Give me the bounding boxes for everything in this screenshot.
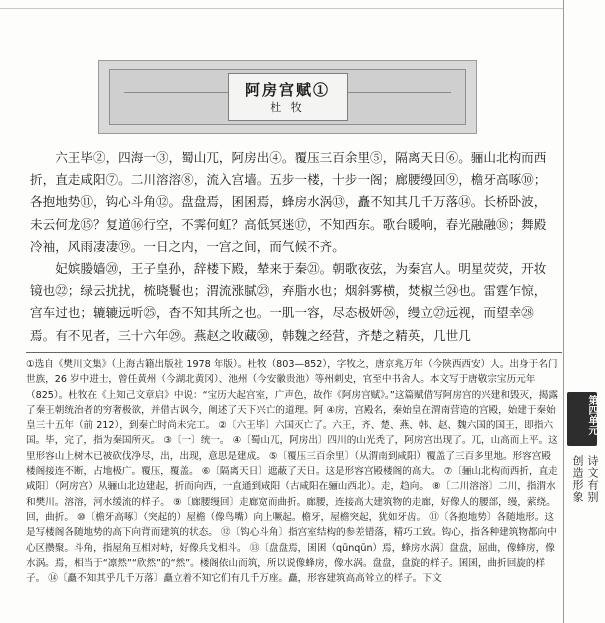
paragraph-1: 六王毕②，四海一③，蜀山兀，阿房出④。覆压三百余里⑤，隔离天日⑥。骊山北构而西折，直走咸阳⑦。二川溶溶⑧，流入宫墙。五步一楼，十步一阁；廊腰缦回⑨，檐牙高啄⑩；各抱地势⑪，钩心斗角⑫。盘盘焉，囷囷焉，蜂房水涡⑬，矗不知其几千万落⑭。长桥卧波，未云何龙⑮？复道⑯行空，不霁何虹？高低冥迷⑰，不知西东。歌台暖响，春光融融⑱；舞殿冷袖，风雨凄凄⑲。一日之内，一宫之间，而气候不齐。: [30, 150, 547, 254]
essay-title: [229, 79, 347, 100]
unit-tab-label: 第四单元: [586, 395, 597, 435]
essay-author: 杜 牧: [270, 101, 305, 114]
paragraph-2: 妃嫔媵嫱⑳，王子皇孙，辞楼下殿，辇来于秦㉑。朝歌夜弦，为秦宫人。明星荧荧，开妆镜也㉒；绿云扰扰，梳晓鬟也；渭流涨腻㉓，弃脂水也；烟斜雾横，焚椒兰㉔也。雷霆乍惊，宫车过也；辘辘远听㉕，杳不知其所之也。一肌一容，尽态极妍㉖，缦立㉗远视，而望幸㉘焉。有不见者，三十六年㉙。燕赵之收藏㉚，韩魏之经营，齐楚之精英，几世几: [30, 261, 547, 343]
footnotes: [26, 357, 560, 586]
title-card: [228, 73, 348, 121]
right-margin-line: [563, 0, 564, 623]
essay-body: [30, 147, 556, 347]
side-column-title-1: 创造形象: [571, 455, 584, 503]
title-banner: [98, 60, 477, 134]
banner-ornament-frame: [109, 69, 466, 125]
unit-tab: [567, 392, 597, 446]
side-column-title-2: 诗文有别: [586, 455, 599, 503]
essay-title-text: 阿房宫赋: [244, 81, 313, 99]
banner-right-ornament: [347, 92, 451, 93]
footnote-divider: [26, 352, 562, 353]
footnote-text: ①选自《樊川文集》（上海古籍出版社 1978 年版）。杜牧（803—852），字牧之，唐京兆万年（今陕西西安）人。出身于名门世族，26 岁中进士，曾任黄州（今湖北黄冈）、池州（今安徽贵池）等州刺史，官至中书舍人。本文写于唐敬宗宝历元年（825）。杜牧在《上知己文章启》中说：“宝历大起宫室，广声色，故作《阿房宫赋》。”这篇赋借写阿房宫的兴建和毁灭，揭露了秦王朝统治者的穷奢极欲，并借古讽今，阐述了天下兴亡的道理。阿 ④房，宫殿名，秦始皇在渭南营造的宫殿，始建于秦始皇三十五年（前 212），到秦亡时尚未完工。 ②〔六王毕〕六国灭亡了。六王，齐、楚、燕、韩、赵、魏六国的国王，即指六国。毕，完了，指为秦国所灭。 ③〔一〕统一。 ④〔蜀山兀，阿房出〕四川的山光秃了，阿房宫出现了。兀，山高而上平。这里形容山上树木已被砍伐净尽，出，出现，意思是建成。 ⑤〔覆压三百余里〕（从渭南到咸阳）覆盖了三百多里地。形容宫殿楼阁接连不断，占地极广。覆压，覆盖。 ⑥〔隔离天日〕遮蔽了天日。这是形容宫殿楼阁的高大。 ⑦〔骊山北构而西折，直走咸阳〕（阿房宫）从骊山北边建起，折而向西，一直通到咸阳（古咸阳在骊山西北）。走，趋向。 ⑧〔二川溶溶〕二川，指渭水和樊川。溶溶，河水缓流的样子。 ⑨〔廊腰缦回〕走廊宽而曲折。廊腰，连接高大建筑物的走廊，好像人的腰部，缦，萦绕。回，曲折。 ⑩〔檐牙高啄〕（突起的）屋檐（像鸟嘴）向上噘起。檐牙，屋檐突起，犹如牙齿。 ⑪〔各抱地势〕各随地形。这是写楼阁各随地势的高下向背而建筑的状态。 ⑫〔钩心斗角〕指宫室结构的参差错落，精巧工致。钩心，指各种建筑物都向中心区攒聚。斗角，指屋角互相对峙，好像兵戈相斗。 ⑬〔盘盘焉，囷囷（qūnqūn）焉，蜂房水涡〕盘盘，屈曲，像蜂房，像水涡。焉，相当于“凛然”“欣然”的“然”。楼阁依山而筑，所以说像蜂房，像水涡。盘盘，盘旋的样子。囷囷，曲折回旋的样子。 ⑭〔矗不知其乎几千万落〕矗立着不知它们有几千万座。矗，形容建筑高高耸立的样子。下文: [26, 359, 558, 585]
banner-left-ornament: [124, 92, 228, 93]
title-footnote-mark: ①: [313, 81, 331, 99]
top-border-line: [0, 8, 563, 9]
